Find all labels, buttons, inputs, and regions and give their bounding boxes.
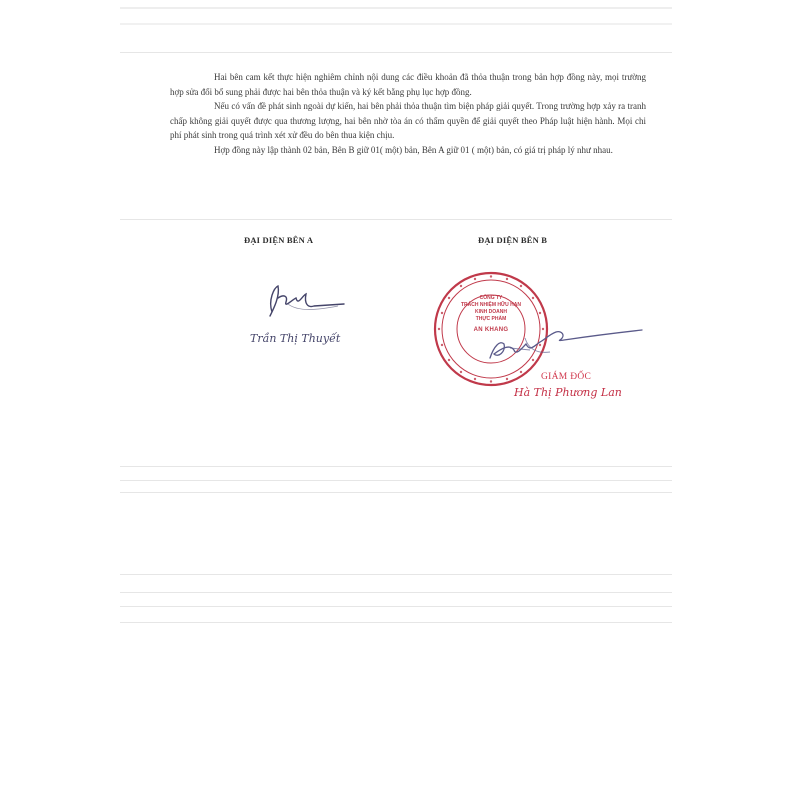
rule-line (120, 52, 672, 53)
party-a-signatory-name: Trần Thị Thuyết (250, 332, 341, 345)
paragraph-copies: Hợp đồng này lập thành 02 bản, Bên B giữ 01( một) bản, Bên A giữ 01 ( một) bản, có giá trị pháp lý như nhau. (214, 144, 613, 155)
contract-terms (170, 70, 646, 158)
rule-line (120, 574, 672, 575)
rule-line (120, 492, 672, 493)
party-b-signatory-name: Hà Thị Phương Lan (514, 386, 622, 399)
rule-line (120, 622, 672, 623)
party-b-title: GIÁM ĐỐC (541, 372, 592, 382)
seal-line: CÔNG TY (479, 295, 503, 301)
paragraph-commitment: Hai bên cam kết thực hiện nghiêm chỉnh nội dung các điều khoản đã thỏa thuận trong bản hợp đồng này, mọi trường hợp sửa đổi bổ sung phải được hai bên thỏa thuận và ký kết bằng phụ lục hợp đồng. (170, 72, 646, 97)
party-b-heading: ĐẠI DIỆN BÊN B (478, 235, 548, 245)
rule-line (120, 466, 672, 467)
rule-line (120, 606, 672, 607)
seal-line: AN KHANG (473, 327, 509, 333)
party-b-signature (470, 318, 645, 373)
paragraph-disputes: Nếu có vấn đề phát sinh ngoài dự kiến, hai bên phải thỏa thuận tìm biện pháp giải quyết. Trong trường hợp xảy ra tranh chấp không giải quyết được qua thương lượng, hai bên nhờ tòa án có thẩm quyền để giải quyết theo Pháp luật hiện hành. Mọi chi phí phát sinh trong quá trình xét xử đều do bên thua kiện chịu. (170, 101, 646, 141)
seal-line: THỰC PHẨM (475, 316, 507, 322)
rule-line (120, 480, 672, 481)
party-a-signature (258, 282, 348, 322)
seal-line: TRÁCH NHIỆM HỮU HẠN (461, 302, 521, 308)
top-faint-lines (120, 0, 672, 30)
seal-line: KINH DOANH (475, 309, 507, 315)
party-a-heading: ĐẠI DIỆN BÊN A (244, 235, 314, 245)
rule-line (120, 592, 672, 593)
rule-line (120, 219, 672, 220)
